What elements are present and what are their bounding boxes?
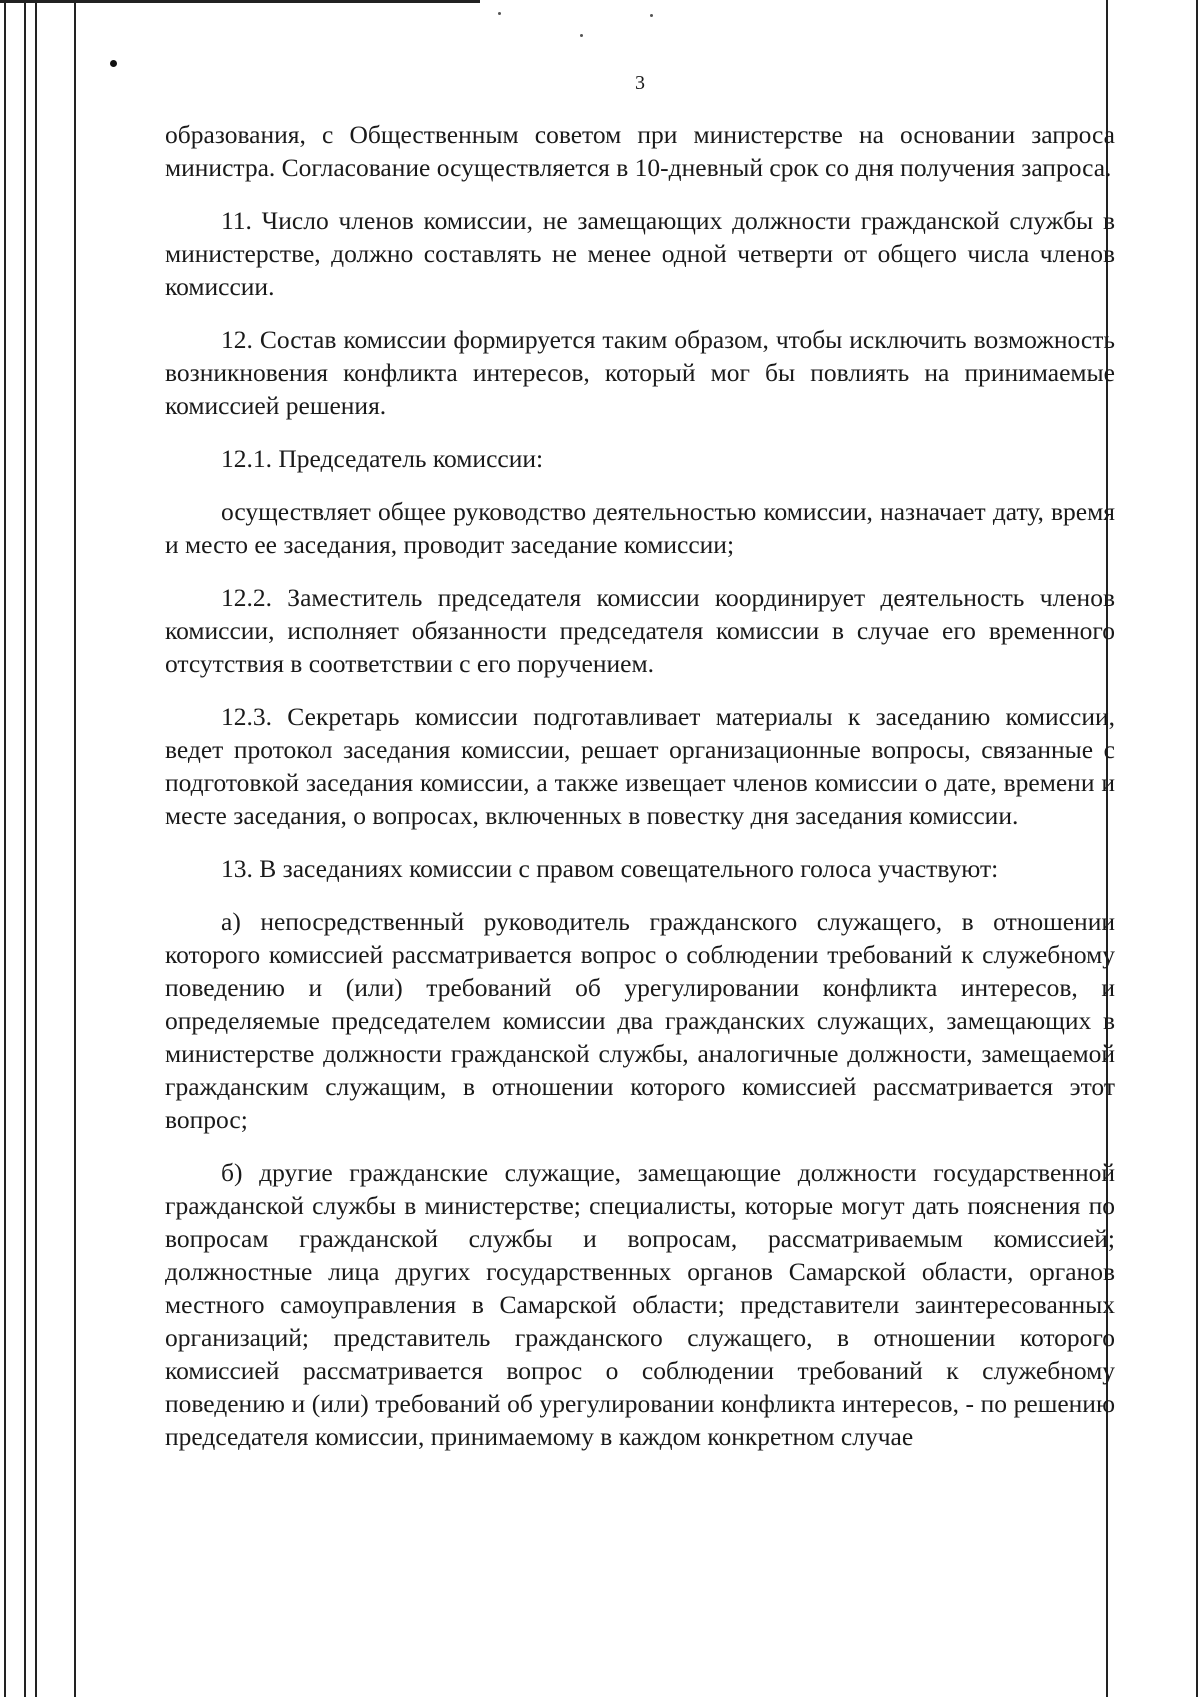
paragraph-12-3: 12.3. Секретарь комиссии подготавливает материалы к заседанию комиссии, ведет протокол заседания комиссии, решает организационные вопросы, связанные с подготовкой заседания комиссии, а также извещает членов комиссии о дате, времени и месте заседания, о вопросах, включенных в повестку дня заседания комиссии. [165, 702, 1115, 830]
document-body [165, 118, 1115, 1473]
paragraph-12: 12. Состав комиссии формируется таким образом, чтобы исключить возможность возникновения конфликта интересов, который мог бы повлиять на принимаемые комиссией решения. [165, 325, 1115, 420]
paragraph-13-b: б) другие гражданские служащие, замещающие должности государственной гражданской службы в министерстве; специалисты, которые могут дать пояснения по вопросам гражданской службы и вопросам, рассматриваемым комиссией; должностные лица других государственных органов Самарской области, органов местного самоуправления в Самарской области; представители заинтересованных организаций; представитель гражданского служащего, в отношении которого комиссией рассматривается вопрос о соблюдении требований к служебному поведению и (или) требований об урегулировании конфликта интересов, - по решению председателя комиссии, принимаемому в каждом конкретном случае [165, 1158, 1115, 1451]
scan-edge-right-2 [1196, 0, 1198, 1697]
scan-edge-left-outer [4, 0, 6, 1697]
paragraph-chair-duties: осуществляет общее руководство деятельностью комиссии, назначает дату, время и место ее заседания, проводит заседание комиссии; [165, 497, 1115, 559]
page-number: 3 [635, 72, 645, 94]
scan-edge-left-1 [24, 0, 26, 1697]
paragraph-13-a: а) непосредственный руководитель гражданского служащего, в отношении которого комиссией рассматривается вопрос о соблюдении требований к служебному поведению и (или) требований об урегулировании конфликта интересов, и определяемые председателем комиссии два гражданских служащих, замещающих в министерстве должности гражданской службы, аналогичные должности, замещаемой гражданским служащим, в отношении которого комиссией рассматривается этот вопрос; [165, 907, 1115, 1134]
scan-edge-top [0, 0, 480, 3]
scan-speck [580, 34, 583, 37]
scan-speck [498, 12, 501, 15]
scan-edge-left-3 [74, 0, 76, 1697]
paragraph-continued: образования, с Общественным советом при министерстве на основании запроса министра. Согласование осуществляется в 10-дневный срок со дня получения запроса. [165, 120, 1115, 182]
scan-dot [110, 60, 117, 67]
scan-edge-left-2 [35, 0, 37, 1697]
paragraph-13: 13. В заседаниях комиссии с правом совещательного голоса участвуют: [221, 854, 999, 883]
scan-speck [650, 14, 653, 17]
paragraph-11: 11. Число членов комиссии, не замещающих должности гражданской службы в министерстве, должно составлять не менее одной четверти от общего числа членов комиссии. [165, 206, 1115, 301]
paragraph-12-1: 12.1. Председатель комиссии: [221, 444, 544, 473]
paragraph-12-2: 12.2. Заместитель председателя комиссии координирует деятельность членов комиссии, исполняет обязанности председателя комиссии в случае его временного отсутствия в соответствии с его поручением. [165, 583, 1115, 678]
